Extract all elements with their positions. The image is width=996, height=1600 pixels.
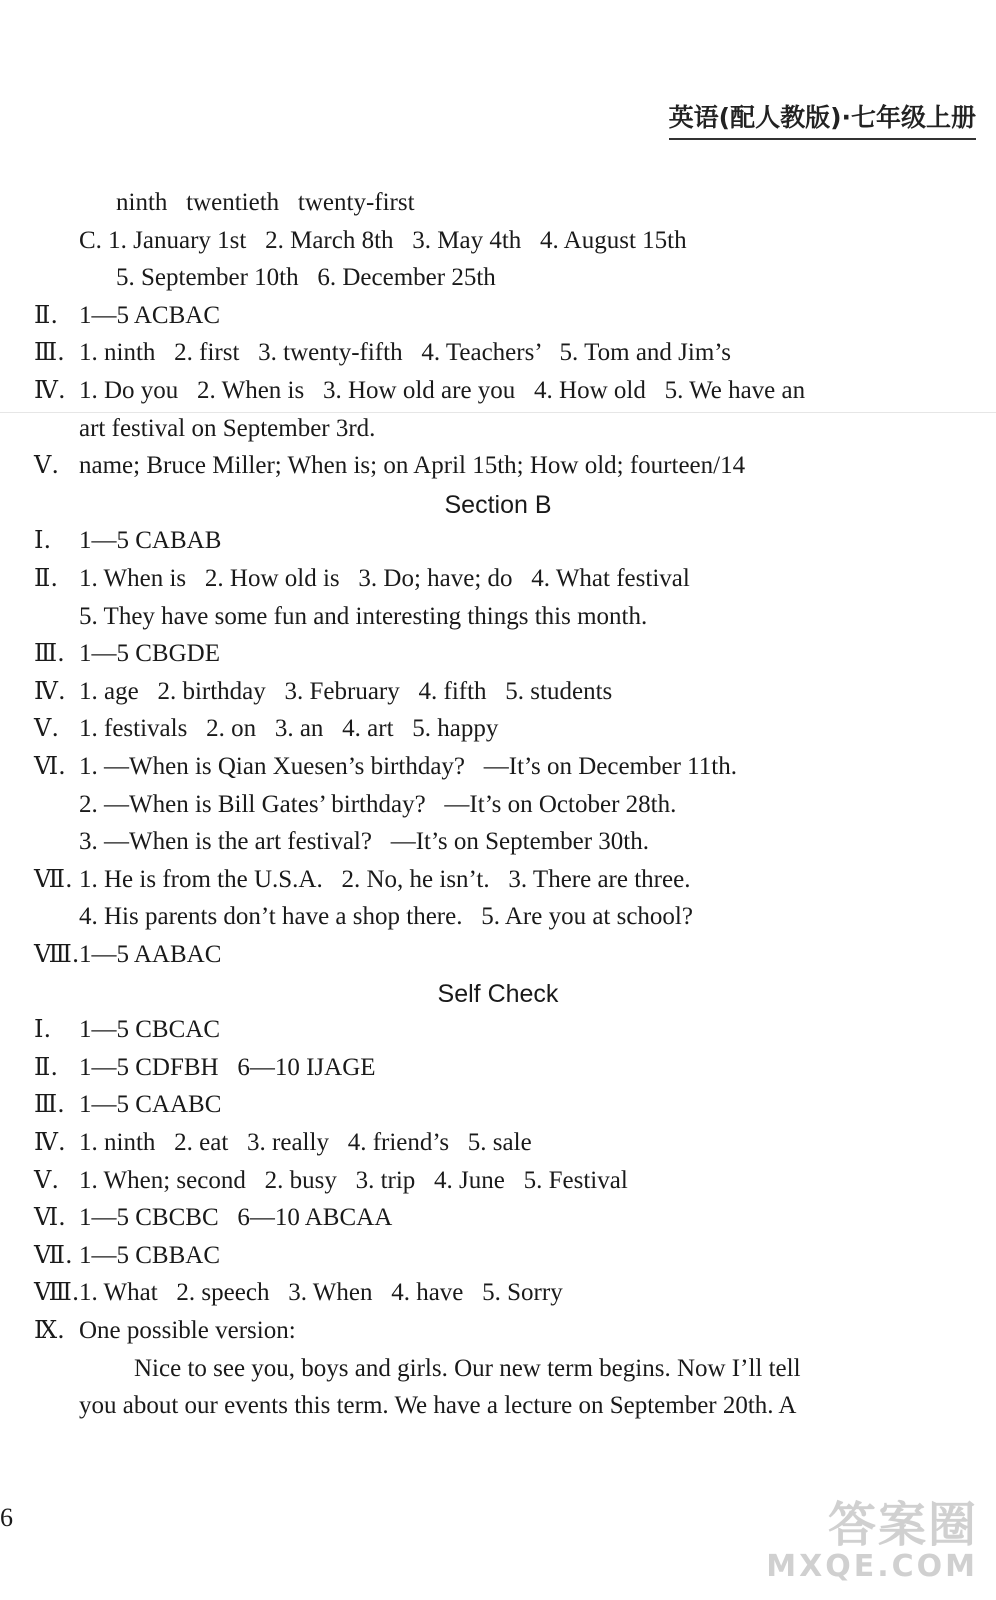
answer-text: 3. —When is the art festival? —It’s on September 30th. xyxy=(79,828,650,855)
question-number: Ⅶ. xyxy=(34,865,73,893)
answer-text: 1. Do you 2. When is 3. How old are you 4. How old 5. We have an xyxy=(79,377,806,404)
question-number: Ⅴ. xyxy=(34,451,59,479)
answer-text: 1. festivals 2. on 3. an 4. art 5. happy xyxy=(79,715,499,742)
question-number: Ⅷ. xyxy=(34,1278,80,1306)
answer-text: 1. ninth 2. first 3. twenty-fifth 4. Teachers’ 5. Tom and Jim’s xyxy=(79,339,731,366)
answer-text: 1. age 2. birthday 3. February 4. fifth 5. students xyxy=(79,678,613,705)
answer-text: name; Bruce Miller; When is; on April 15th; How old; fourteen/14 xyxy=(79,452,746,479)
answer-text: 1—5 CABAB xyxy=(79,527,222,554)
answer-text: 5. They have some fun and interesting things this month. xyxy=(79,603,648,630)
answer-text: you about our events this term. We have a lecture on September 20th. A xyxy=(79,1392,797,1419)
answer-text: ninth twentieth twenty-first xyxy=(116,189,415,216)
watermark-logo xyxy=(766,1497,978,1584)
watermark-bottom: MXQE.COM xyxy=(766,1548,978,1584)
answer-text: 1—5 ACBAC xyxy=(79,302,221,329)
running-header: 英语(配人教版)·七年级上册 xyxy=(669,98,976,140)
answer-text: C. 1. January 1st 2. March 8th 3. May 4th 4. August 15th xyxy=(79,227,687,254)
question-number: Ⅲ. xyxy=(34,1090,65,1118)
question-number: Ⅸ. xyxy=(34,1316,65,1344)
section-heading: Section B xyxy=(444,491,552,519)
answer-text: art festival on September 3rd. xyxy=(79,415,376,442)
answer-text: 1. When is 2. How old is 3. Do; have; do 4. What festival xyxy=(79,565,690,592)
question-number: Ⅳ. xyxy=(34,677,66,705)
answer-text: 1—5 CBCBC 6—10 ABCAA xyxy=(79,1204,393,1231)
answer-text: 2. —When is Bill Gates’ birthday? —It’s on October 28th. xyxy=(79,791,677,818)
page-number: 6 xyxy=(0,1503,13,1532)
question-number: Ⅲ. xyxy=(34,639,65,667)
question-number: Ⅴ. xyxy=(34,1166,59,1194)
answer-text: One possible version: xyxy=(79,1317,296,1344)
question-number: Ⅱ. xyxy=(34,564,58,592)
question-number: Ⅱ. xyxy=(34,1053,58,1081)
question-number: Ⅳ. xyxy=(34,376,66,404)
answer-text: 1—5 AABAC xyxy=(79,941,222,968)
question-number: Ⅵ. xyxy=(34,1203,66,1231)
section-heading: Self Check xyxy=(437,980,559,1008)
answer-text: 1. —When is Qian Xuesen’s birthday? —It’s on December 11th. xyxy=(79,753,737,780)
scan-rule-line xyxy=(0,412,996,413)
answer-text: 1—5 CDFBH 6—10 IJAGE xyxy=(79,1054,376,1081)
question-number: Ⅰ. xyxy=(34,526,52,554)
question-number: Ⅵ. xyxy=(34,752,66,780)
question-number: Ⅳ. xyxy=(34,1128,66,1156)
question-number: Ⅰ. xyxy=(34,1015,52,1043)
question-number: Ⅱ. xyxy=(34,301,58,329)
watermark-top: 答案圈 xyxy=(827,1497,978,1554)
answer-text: 1. He is from the U.S.A. 2. No, he isn’t. 3. There are three. xyxy=(79,866,691,893)
question-number: Ⅴ. xyxy=(34,714,59,742)
answer-text: 1—5 CAABC xyxy=(79,1091,222,1118)
answer-text: 1—5 CBBAC xyxy=(79,1242,221,1269)
answer-text: 4. His parents don’t have a shop there. 5. Are you at school? xyxy=(79,903,693,930)
question-number: Ⅷ. xyxy=(34,940,80,968)
question-number: Ⅲ. xyxy=(34,338,65,366)
answer-text: 1. What 2. speech 3. When 4. have 5. Sorry xyxy=(79,1279,563,1306)
answer-text: 1—5 CBCAC xyxy=(79,1016,221,1043)
answer-text: 1—5 CBGDE xyxy=(79,640,220,667)
question-number: Ⅶ. xyxy=(34,1241,73,1269)
answer-text: 1. ninth 2. eat 3. really 4. friend’s 5. sale xyxy=(79,1129,532,1156)
answer-text: Nice to see you, boys and girls. Our new term begins. Now I’ll tell xyxy=(134,1355,801,1382)
answer-text: 1. When; second 2. busy 3. trip 4. June 5. Festival xyxy=(79,1167,628,1194)
answer-text: 5. September 10th 6. December 25th xyxy=(116,264,496,291)
